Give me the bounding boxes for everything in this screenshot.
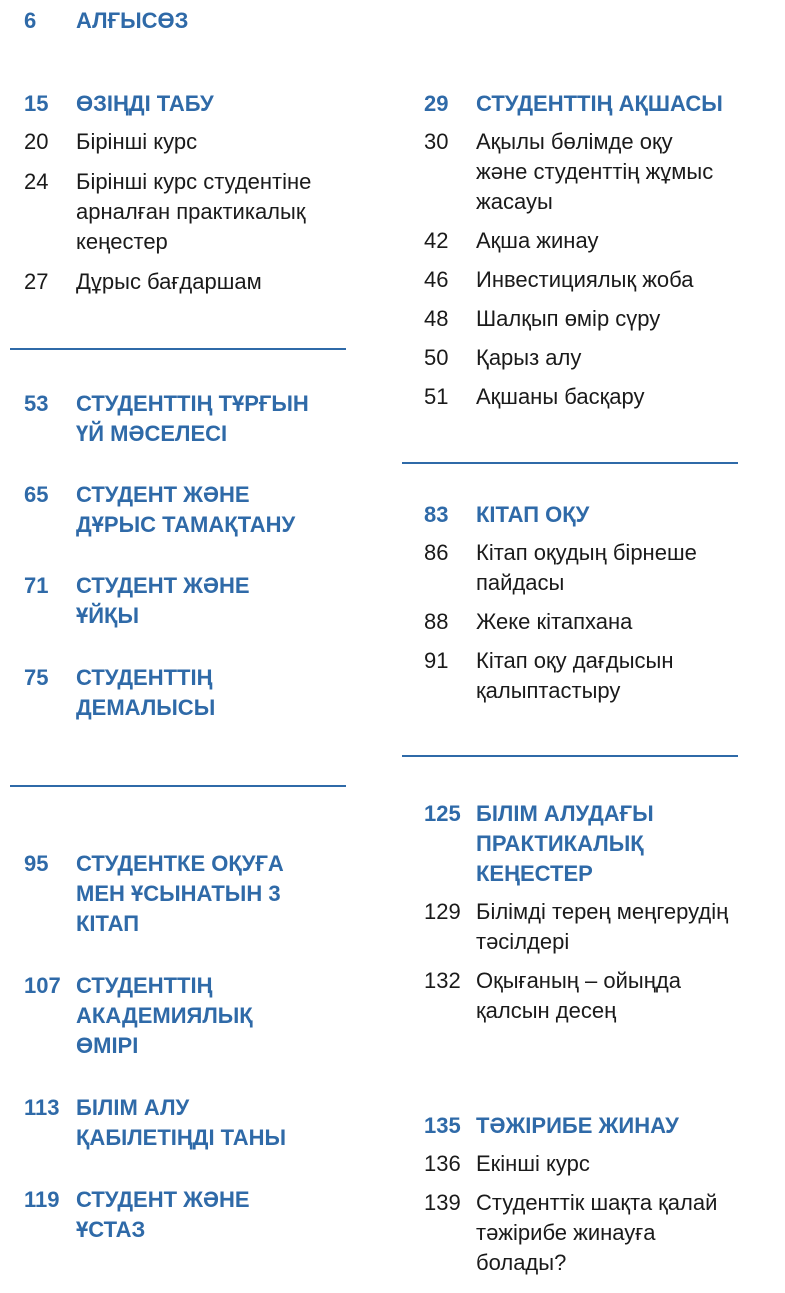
page-number: 95 — [24, 851, 49, 876]
heading-title: АЛҒЫСӨЗ — [76, 8, 189, 33]
item-title: Жеке кітапхана — [476, 609, 633, 634]
item-title: Қарыз алу — [476, 345, 582, 370]
toc-item-132[interactable] — [424, 966, 728, 1026]
toc-item-24[interactable] — [24, 167, 311, 257]
page-number: 129 — [424, 899, 461, 924]
heading-title: СТУДЕНТТІҢ АКАДЕМИЯЛЫҚ ӨМІРІ — [76, 973, 253, 1058]
item-title: Ақшаны басқару — [476, 384, 645, 409]
toc-section-135 — [424, 1111, 717, 1278]
item-title: Инвестициялық жоба — [476, 267, 694, 292]
toc-heading-83[interactable] — [424, 500, 697, 530]
toc-heading-95[interactable] — [24, 849, 284, 939]
toc-section-15 — [24, 89, 311, 297]
item-title: Ақылы бөлімде оқу және студенттің жұмыс жасауы — [476, 129, 714, 214]
heading-title: СТУДЕНТТІҢ АҚШАСЫ — [476, 91, 723, 116]
page-number: 88 — [424, 609, 449, 634]
heading-title: БІЛІМ АЛУДАҒЫ ПРАКТИКАЛЫҚ КЕҢЕСТЕР — [476, 801, 654, 886]
page-number: 27 — [24, 269, 49, 294]
toc-item-88[interactable] — [424, 607, 697, 637]
toc-heading-75[interactable] — [24, 663, 215, 723]
toc-heading-53[interactable] — [24, 389, 309, 449]
item-title: Оқығаның – ойыңда қалсын десең — [476, 968, 681, 1023]
item-title: Ақша жинау — [476, 228, 599, 253]
page-number: 71 — [24, 573, 49, 598]
item-title: Шалқып өмір сүру — [476, 306, 661, 331]
page-number: 125 — [424, 801, 461, 826]
toc-item-86[interactable] — [424, 538, 697, 598]
heading-title: СТУДЕНТ ЖӘНЕ ҰСТАЗ — [76, 1187, 250, 1242]
page-number: 132 — [424, 968, 461, 993]
toc-item-51[interactable] — [424, 382, 723, 412]
toc-heading-65[interactable] — [24, 480, 295, 540]
page-number: 30 — [424, 129, 449, 154]
toc-item-30[interactable] — [424, 127, 723, 217]
heading-title: КІТАП ОҚУ — [476, 502, 590, 527]
heading-title: СТУДЕНТКЕ ОҚУҒА МЕН ҰСЫНАТЫН 3 КІТАП — [76, 851, 284, 936]
item-title: Кітап оқу дағдысын қалыптастыру — [476, 648, 674, 703]
toc-heading-125[interactable] — [424, 799, 728, 889]
toc-heading-113[interactable] — [24, 1093, 286, 1153]
heading-title: ТӘЖІРИБЕ ЖИНАУ — [476, 1113, 679, 1138]
page-number: 51 — [424, 384, 449, 409]
section-divider — [402, 755, 738, 757]
section-divider — [402, 462, 738, 464]
heading-title: СТУДЕНТТІҢ ТҰРҒЫН ҮЙ МӘСЕЛЕСІ — [76, 391, 309, 446]
item-title: Кітап оқудың бірнеше пайдасы — [476, 540, 697, 595]
page-number: 86 — [424, 540, 449, 565]
toc-item-42[interactable] — [424, 226, 723, 256]
toc-heading-intro[interactable] — [24, 6, 188, 36]
page-number: 24 — [24, 169, 49, 194]
item-title: Бірінші курс студентіне арналған практикалық кеңестер — [76, 169, 312, 254]
toc-heading-15[interactable] — [24, 89, 311, 119]
toc-section-29 — [424, 89, 723, 412]
toc-item-129[interactable] — [424, 897, 728, 957]
toc-item-91[interactable] — [424, 646, 697, 706]
page-number: 119 — [24, 1187, 60, 1212]
toc-heading-135[interactable] — [424, 1111, 717, 1141]
page-number: 46 — [424, 267, 449, 292]
toc-heading-29[interactable] — [424, 89, 723, 119]
page-number: 48 — [424, 306, 449, 331]
page-number: 136 — [424, 1151, 461, 1176]
toc-heading-71[interactable] — [24, 571, 250, 631]
page-number: 113 — [24, 1095, 60, 1120]
page-number: 75 — [24, 665, 49, 690]
page-number: 83 — [424, 502, 449, 527]
heading-title: СТУДЕНТ ЖӘНЕ ҰЙҚЫ — [76, 573, 250, 628]
toc-item-139[interactable] — [424, 1188, 717, 1278]
heading-title: СТУДЕНТТІҢ ДЕМАЛЫСЫ — [76, 665, 216, 720]
page-number: 29 — [424, 91, 449, 116]
page-number: 20 — [24, 129, 49, 154]
page-number: 135 — [424, 1113, 461, 1138]
page-number: 65 — [24, 482, 49, 507]
item-title: Білімді терең меңгерудің тәсілдері — [476, 899, 729, 954]
toc-item-46[interactable] — [424, 265, 723, 295]
section-divider — [10, 785, 346, 787]
page-number: 91 — [424, 648, 449, 673]
toc-section-83 — [424, 500, 697, 706]
page-number: 42 — [424, 228, 449, 253]
item-title: Дұрыс бағдаршам — [76, 269, 262, 294]
toc-item-20[interactable] — [24, 127, 311, 157]
toc-item-136[interactable] — [424, 1149, 717, 1179]
heading-title: ӨЗІҢДІ ТАБУ — [76, 91, 214, 116]
section-divider — [10, 348, 346, 350]
toc-heading-119[interactable] — [24, 1185, 250, 1245]
page-number: 53 — [24, 391, 49, 416]
item-title: Бірінші курс — [76, 129, 198, 154]
toc-heading-107[interactable] — [24, 971, 253, 1061]
page-number: 6 — [24, 8, 37, 33]
page-number: 107 — [24, 973, 61, 998]
toc-item-48[interactable] — [424, 304, 723, 334]
heading-title: БІЛІМ АЛУ ҚАБІЛЕТІҢДІ ТАНЫ — [76, 1095, 287, 1150]
page-number: 139 — [424, 1190, 461, 1215]
toc-item-50[interactable] — [424, 343, 723, 373]
item-title: Екінші курс — [476, 1151, 590, 1176]
heading-title: СТУДЕНТ ЖӘНЕ ДҰРЫС ТАМАҚТАНУ — [76, 482, 296, 537]
page-number: 50 — [424, 345, 449, 370]
page-number: 15 — [24, 91, 49, 116]
toc-item-27[interactable] — [24, 267, 311, 297]
toc-section-125 — [424, 799, 728, 1026]
item-title: Студенттік шақта қалай тәжірибе жинауға болады? — [476, 1190, 718, 1275]
